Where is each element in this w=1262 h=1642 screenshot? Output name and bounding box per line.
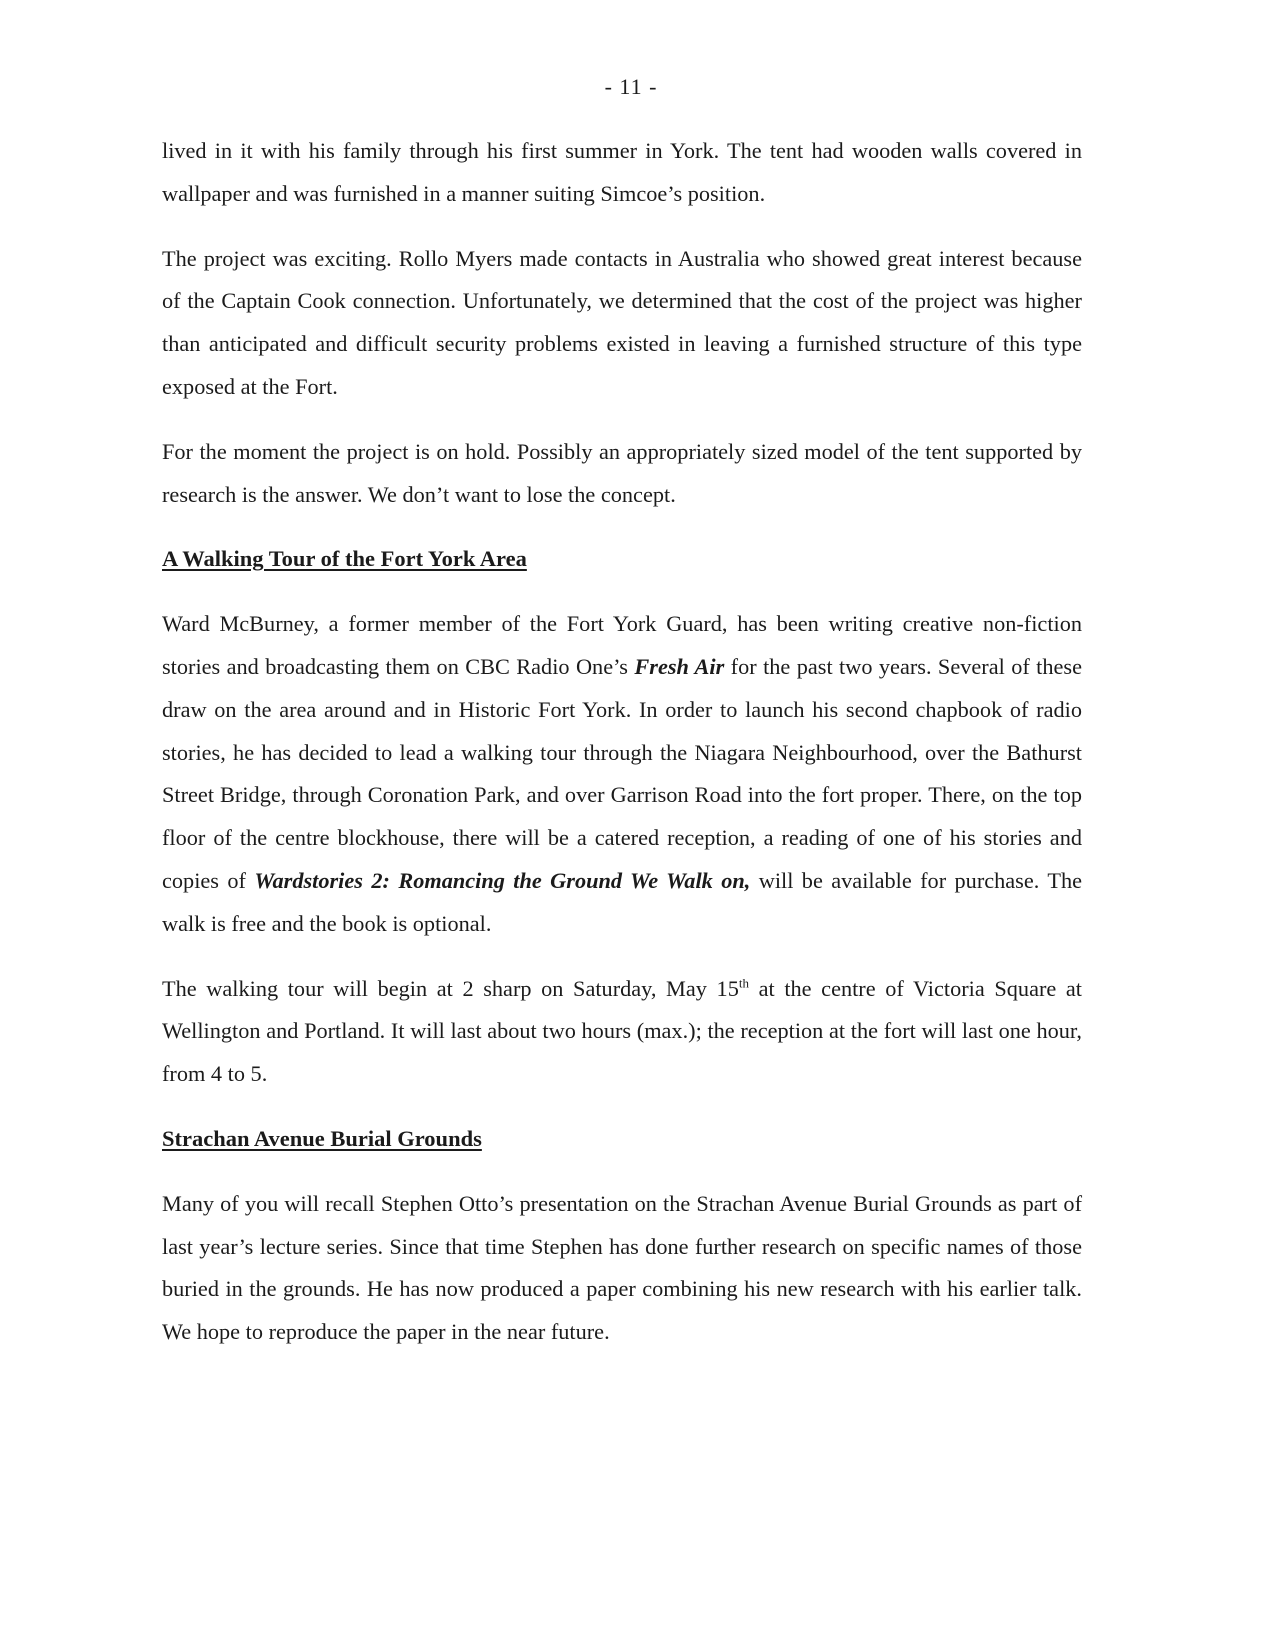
paragraph-tent-description: lived in it with his family through his first summer in York. The tent had wooden walls covered in wallpaper and was furnished in a manner suiting Simcoe’s position. (162, 138, 1082, 206)
text-run: for the past two years. Several of these draw on the area around and in Historic Fort York. In order to launch his second chapbook of radio stories, he has decided to lead a walking tour through the Niagara Neighbourhood, over the Bathurst Street Bridge, through Coronation Park, and over Garrison Road into the fort proper. There, on the top floor of the centre blockhouse, there will be a catered reception, a reading of one of his stories and copies of (162, 653, 1082, 893)
page-content (162, 130, 1082, 1354)
paragraph-project-exciting: The project was exciting. Rollo Myers made contacts in Australia who showed great interest because of the Captain Cook connection. Unfortunately, we determined that the cost of the project was higher than anticipated and difficult security problems existed in leaving a furnished structure of this type exposed at the Fort. (162, 245, 1082, 399)
paragraph-walking-tour-intro (162, 603, 1082, 945)
ordinal-suffix: th (738, 975, 749, 991)
text-run: at the centre of Victoria Square at Wellington and Portland. It will last about two hours (max.); the reception at the fort will last one hour, from 4 to 5. (162, 975, 1083, 1087)
section-heading-walking-tour: A Walking Tour of the Fort York Area (162, 546, 527, 572)
paragraph-walking-tour-schedule (162, 968, 1082, 1096)
page-number: - 11 - (604, 74, 658, 99)
text-run: will be available for purchase. The walk is free and the book is optional. (162, 867, 1082, 936)
text-run: Ward McBurney, a former member of the Fort York Guard, has been writing creative non-fiction stories and broadcasting them on CBC Radio One’s (162, 611, 1082, 679)
section-heading-burial-grounds: Strachan Avenue Burial Grounds (162, 1125, 482, 1151)
text-run: The walking tour will begin at 2 sharp on Saturday, May 15 (162, 975, 739, 1001)
radio-show-title: Fresh Air (634, 653, 725, 679)
paragraph-burial-grounds: Many of you will recall Stephen Otto’s presentation on the Strachan Avenue Burial Grounds as part of last year’s lecture series. Since that time Stephen has done further research on specific names of those buried in the grounds. He has now produced a paper combining his new research with his earlier talk. We hope to reproduce the paper in the near future. (162, 1190, 1082, 1345)
paragraph-project-on-hold: For the moment the project is on hold. Possibly an appropriately sized model of the tent supported by research is the answer. We don’t want to lose the concept. (162, 438, 1082, 507)
book-title: Wardstories 2: Romancing the Ground We Walk on, (254, 867, 751, 893)
